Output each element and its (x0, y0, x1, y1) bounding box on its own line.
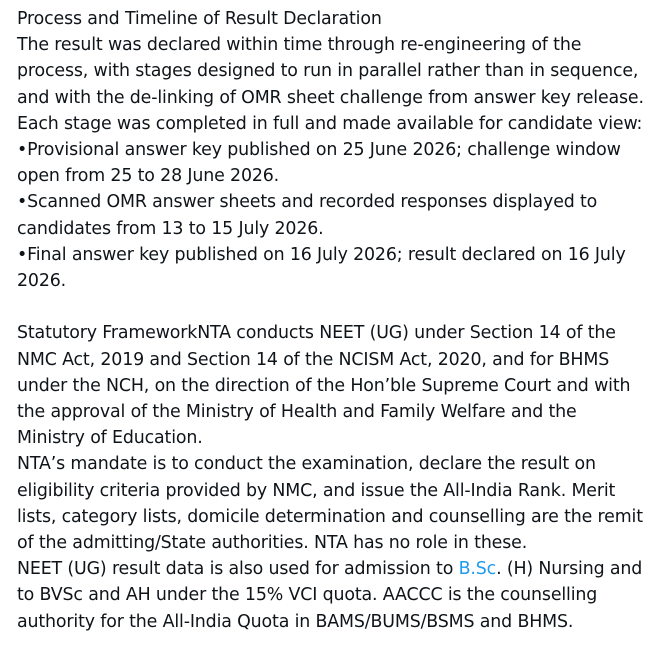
section-heading: Process and Timeline of Result Declaration (17, 9, 382, 29)
bsc-link[interactable]: B.Sc (458, 559, 497, 580)
framework-line: under the NCH, on the direction of the Hon’ble Supreme Court and with (17, 375, 631, 396)
paragraph-gap (17, 294, 647, 320)
framework-line: the approval of the Ministry of Health and Family Welfare and the (17, 402, 577, 423)
section-statutory-framework (17, 320, 647, 634)
bullet-answer-key: •Provisional answer key published on 25 June 2026; challenge window (17, 140, 621, 161)
bullet-omr-sheets: candidates from 13 to 15 July 2026. (17, 218, 324, 239)
section-result-declaration (17, 6, 647, 294)
framework-line: Ministry of Education. (17, 428, 203, 449)
admission-line: to BVSc and AH under the 15% VCI quota. AACCC is the counselling (17, 585, 598, 606)
mandate-line: lists, category lists, domicile determination and counselling are the remit (17, 506, 643, 527)
intro-line: The result was declared within time through re-engineering of the (17, 35, 582, 56)
mandate-line: NTA’s mandate is to conduct the examination, declare the result on (17, 454, 596, 475)
mandate-line: of the admitting/State authorities. NTA has no role in these. (17, 533, 528, 554)
bullet-final-key: 2026. (17, 271, 67, 292)
mandate-line: eligibility criteria provided by NMC, and issue the All-India Rank. Merit (17, 480, 616, 501)
framework-line: Statutory FrameworkNTA conducts NEET (UG) under Section 14 of the (17, 323, 616, 344)
intro-line: process, with stages designed to run in parallel rather than in sequence, (17, 61, 639, 82)
framework-line: NMC Act, 2019 and Section 14 of the NCISM Act, 2020, and for BHMS (17, 349, 610, 370)
bullet-omr-sheets: •Scanned OMR answer sheets and recorded responses displayed to (17, 192, 598, 213)
intro-line: and with the de-linking of OMR sheet challenge from answer key release. (17, 87, 644, 108)
bullet-answer-key: open from 25 to 28 June 2026. (17, 166, 280, 187)
post-text (17, 6, 647, 635)
intro-line: Each stage was completed in full and made available for candidate view: (17, 113, 643, 134)
admission-text: . (H) Nursing and (496, 559, 643, 580)
admission-text: NEET (UG) result data is also used for admission to (17, 559, 459, 580)
bullet-final-key: •Final answer key published on 16 July 2026; result declared on 16 July (17, 244, 626, 265)
admission-line: authority for the All-India Quota in BAMS/BUMS/BSMS and BHMS. (17, 611, 574, 632)
admission-line (17, 556, 647, 582)
